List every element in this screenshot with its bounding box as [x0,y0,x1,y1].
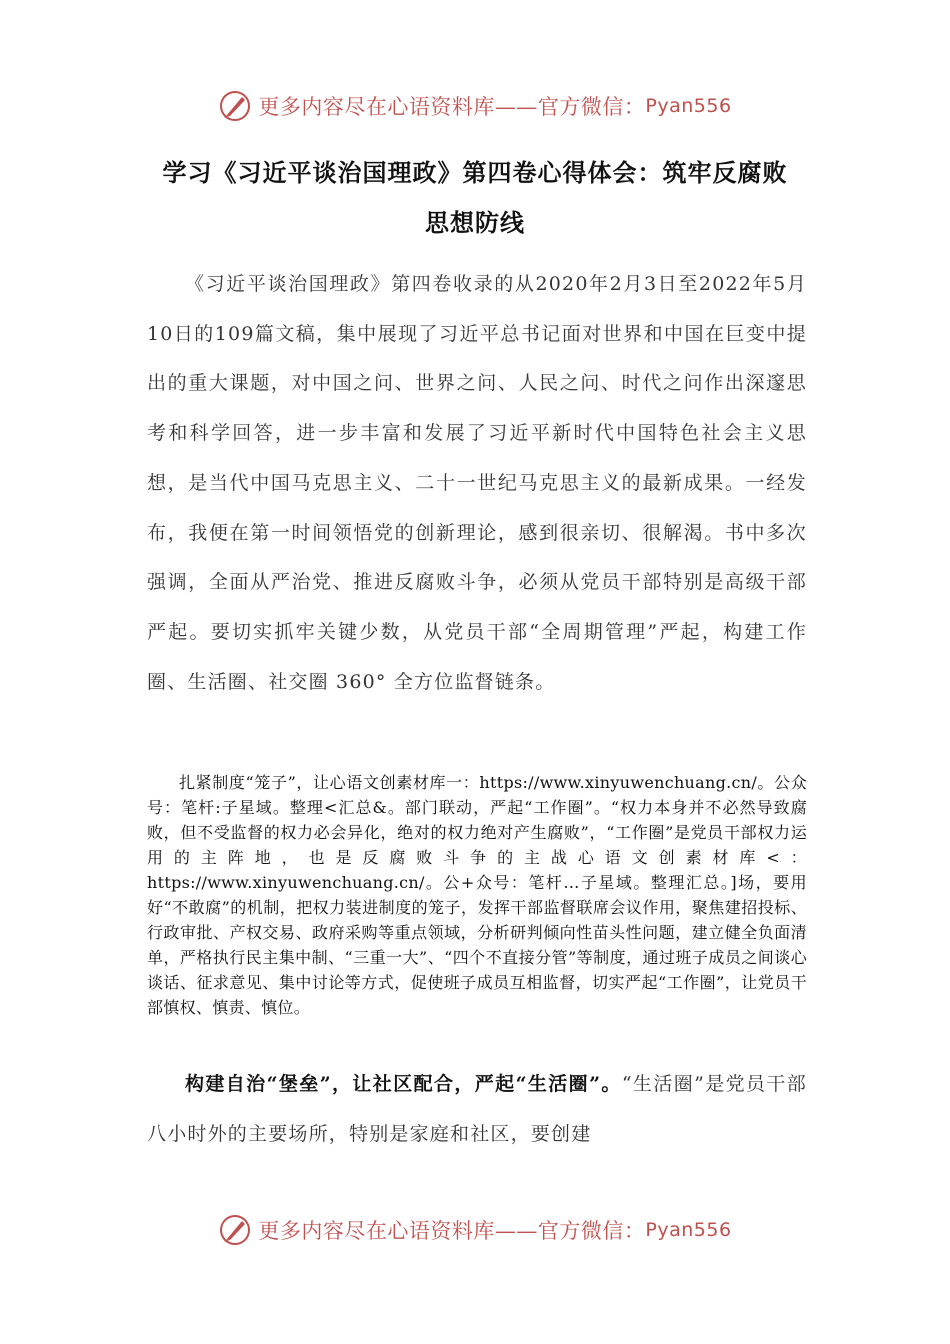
paragraph-3-text: “生活圈”是党员干部八小时外的主要场所，特别是家庭和社区，要创建 [147,1073,807,1145]
paragraph-1: 《习近平谈治国理政》第四卷收录的从2020年2月3日至2022年5月10日的109篇文稿，集中展现了习近平总书记面对世界和中国在巨变中提出的重大课题，对中国之问、世界之问、人民之问、时代之问作出深邃思考和科学回答，进一步丰富和发展了习近平新时代中国特色社会主义思想，是当代中国马克思主义、二十一世纪马克思主义的最新成果。一经发布，我便在第一时间领悟党的创新理论，感到很亲切、很解渴。书中多次强调，全面从严治党、推进反腐败斗争，必须从党员干部特别是高级干部严起。要切实抓牢关键少数，从党员干部“全周期管理”严起，构建工作圈、生活圈、社交圈 360° 全方位监督链条。 [147,273,807,693]
title-line-1: 学习《习近平谈治国理政》第四卷心得体会：筑牢反腐败 [162,158,788,187]
banner-wechat-id: Pyan556 [645,95,732,117]
paragraph-3 [147,1060,807,1159]
paragraph-2: 扎紧制度“笼子”，让心语文创素材库一：https://www.xinyuwenchuang.cn/。公众号：笔杆:子星域。整理<汇总&。部门联动，严起“工作圈”。“权力本身并不必然导致腐败，但不受监督的权力必会异化，绝对的权力绝对产生腐败”，“工作圈”是党员干部权力运用的主阵地，也是反腐败斗争的主战心语文创素材库<：https://www.xinyuwenchuang.cn/。公+众号：笔杆…子星域。整理汇总。]场，要用好“不敢腐”的机制，把权力装进制度的笼子，发挥干部监督联席会议作用，聚焦建招投标、行政审批、产权交易、政府采购等重点领域，分析研判倾向性苗头性问题，建立健全负面清单，严格执行民主集中制、“三重一大”、“四个不直接分管”等制度，通过班子成员之间谈心谈话、征求意见、集中讨论等方式，促使班子成员互相监督，切实严起“工作圈”，让党员干部慎权、慎责、慎位。 [147,773,807,1017]
title-line-2: 思想防线 [425,208,525,237]
banner-text: 更多内容尽在心语资料库——官方微信： [258,1219,646,1243]
header-banner [0,84,950,128]
quill-pen-icon [218,89,252,123]
banner-wechat-id: Pyan556 [645,1219,732,1241]
quill-pen-icon [218,1213,252,1247]
paragraph-3-heading: 构建自治“堡垒”，让社区配合，严起“生活圈”。 [185,1073,622,1095]
banner-text: 更多内容尽在心语资料库——官方微信： [258,95,646,119]
footer-banner [0,1208,950,1252]
document-title [130,148,820,248]
